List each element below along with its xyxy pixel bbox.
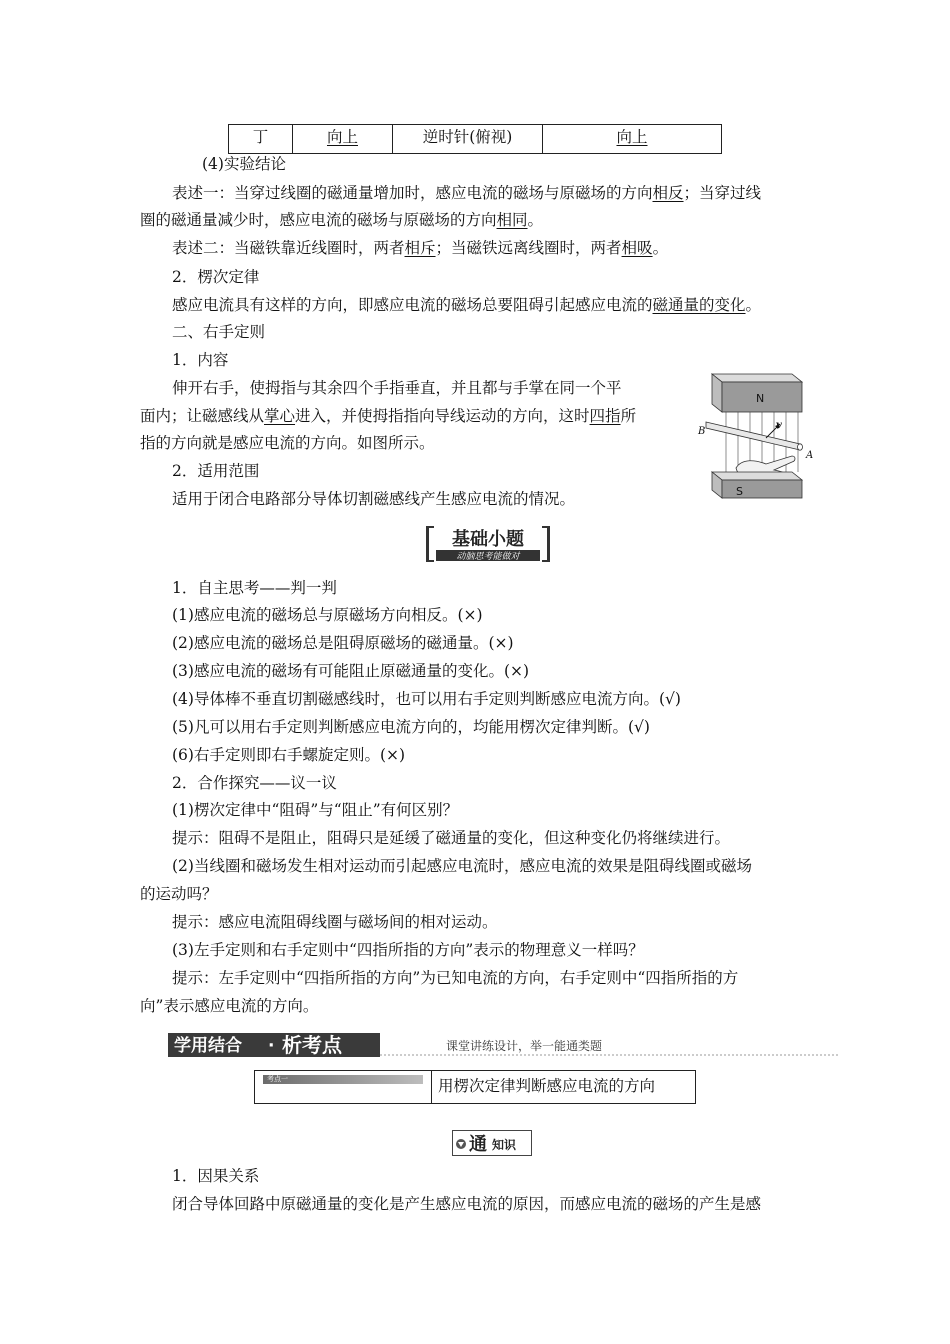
discuss-hint-3-line2: 向”表示感应电流的方向。 xyxy=(140,997,319,1015)
lenz-heading: 2．楞次定律 xyxy=(172,268,260,286)
scope-text: 适用于闭合电路部分导体切割磁感线产生感应电流的情况。 xyxy=(172,490,576,508)
text-span: 圈的磁通量减少时，感应电流的磁场与原磁场的方向 xyxy=(140,211,497,229)
conclusion-heading: (4)实验结论 xyxy=(202,155,286,173)
discuss-hint-3-line1: 提示：左手定则中“四指所指的方向”为已知电流的方向，右手定则中“四指所指的方 xyxy=(172,969,739,987)
text-span: 面内；让磁感线从 xyxy=(140,407,265,425)
judge-item-3: (3)感应电流的磁场有可能阻止原磁通量的变化。(×) xyxy=(172,662,530,680)
rule-text-line1: 伸开右手，使拇指与其余四个手指垂直，并且都与手掌在同一个平 xyxy=(172,379,622,397)
south-pole-label: S xyxy=(736,485,743,498)
statement-one-line1 xyxy=(172,183,761,203)
discuss-heading: 2．合作探究——议一议 xyxy=(172,774,337,792)
discuss-item-1: (1)楞次定律中“阻碍”与“阻止”有何区别？ xyxy=(172,801,459,819)
topic-box xyxy=(254,1070,696,1104)
discuss-item-3: (3)左手定则和右手定则中“四指所指的方向”表示的物理意义一样吗？ xyxy=(172,941,644,959)
discuss-item-2-line2: 的运动吗？ xyxy=(140,885,218,903)
answer-attract: 相吸 xyxy=(621,239,653,257)
table-cell-group: 丁 xyxy=(229,125,293,153)
judge-item-2: (2)感应电流的磁场总是阻碍原磁场的磁通量。(×) xyxy=(172,634,514,652)
velocity-label: v xyxy=(776,420,782,431)
table-cell-field: 向上 xyxy=(616,128,648,146)
banner-title: 基础小题 xyxy=(452,529,524,550)
discuss-hint-2: 提示：感应电流阻碍线圈与磁场间的相对运动。 xyxy=(172,913,498,931)
point-a-label: A xyxy=(806,450,814,461)
judge-item-5: (5)凡可以用右手定则判断感应电流方向的，均能用楞次定律判断。(√) xyxy=(172,718,650,736)
judge-item-4: (4)导体棒不垂直切割磁感线时，也可以用右手定则判断感应电流方向。(√) xyxy=(172,690,681,708)
discuss-hint-1: 提示：阻碍不是阻止，阻碍只是延缓了磁通量的变化，但这种变化仍将继续进行。 xyxy=(172,829,731,847)
answer-opposite: 相反 xyxy=(652,184,684,202)
text-span: 。 xyxy=(652,239,669,257)
text-span: 进入，并使拇指指向导线运动的方向，这时 xyxy=(295,407,590,425)
statement-one-line2 xyxy=(140,210,543,230)
right-hand-rule-figure xyxy=(696,368,820,504)
answer-same: 相同 xyxy=(496,211,528,229)
point-b-label: B xyxy=(698,426,706,437)
text-span: 感应电流具有这样的方向，即感应电流的磁场总要阻碍引起感应电流的 xyxy=(172,296,653,314)
topic-tag xyxy=(263,1075,423,1084)
text-span: 所 xyxy=(620,407,637,425)
rule-text-line3: 指的方向就是感应电流的方向。如图所示。 xyxy=(140,434,435,452)
text-span: ；当穿过线 xyxy=(683,184,762,202)
lenz-text xyxy=(172,295,761,315)
causal-heading: 1．因果关系 xyxy=(172,1167,260,1185)
answer-flux-change: 磁通量的变化 xyxy=(652,296,746,314)
table-cell-current: 逆时针(俯视) xyxy=(393,125,543,153)
banner-study-dot: · xyxy=(268,1036,275,1056)
self-think-heading: 1．自主思考——判一判 xyxy=(172,579,337,597)
topic-tag-label: 考点一 xyxy=(267,1075,288,1083)
judge-item-1: (1)感应电流的磁场总与原磁场方向相反。(×) xyxy=(172,606,483,624)
banner-subtitle: 动脑思考能做对 xyxy=(456,552,520,562)
banner-study-title-a: 学用结合 xyxy=(174,1036,242,1056)
result-table-row xyxy=(228,124,722,154)
text-span: ；当磁铁远离线圈时，两者 xyxy=(435,239,622,257)
north-pole-label: N xyxy=(756,392,765,405)
general-knowledge-badge xyxy=(452,1130,532,1156)
badge-big-char: 通 xyxy=(469,1134,487,1155)
scope-heading: 2．适用范围 xyxy=(172,462,260,480)
answer-four-fingers: 四指 xyxy=(589,407,621,425)
text-span: 。 xyxy=(527,211,544,229)
statement-two xyxy=(172,238,668,258)
judge-item-6: (6)右手定则即右手螺旋定则。(×) xyxy=(172,746,406,764)
text-span: 表述一：当穿过线圈的磁通量增加时，感应电流的磁场与原磁场的方向 xyxy=(172,184,653,202)
causal-text: 闭合导体回路中原磁通量的变化是产生感应电流的原因，而感应电流的磁场的产生是感 xyxy=(172,1195,762,1213)
basic-questions-banner xyxy=(424,524,552,564)
table-cell-direction: 向上 xyxy=(293,125,393,153)
right-hand-heading: 二、右手定则 xyxy=(172,323,266,341)
rule-text-line2 xyxy=(140,406,636,426)
topic-title: 用楞次定律判断感应电流的方向 xyxy=(438,1077,656,1095)
content-heading: 1．内容 xyxy=(172,351,229,369)
text-span: 。 xyxy=(745,296,762,314)
discuss-item-2-line1: (2)当线圈和磁场发生相对运动而引起感应电流时，感应电流的效果是阻碍线圈或磁场 xyxy=(172,857,752,875)
banner-study-slogan: 课堂讲练设计，举一能通类题 xyxy=(446,1039,603,1053)
topic-tag-cell xyxy=(255,1071,432,1103)
answer-repel: 相斥 xyxy=(404,239,436,257)
text-span: 表述二：当磁铁靠近线圈时，两者 xyxy=(172,239,405,257)
banner-study-title-b: 析考点 xyxy=(282,1033,342,1057)
study-apply-banner xyxy=(168,1032,838,1058)
answer-palm: 掌心 xyxy=(264,407,296,425)
badge-small-text: 知识 xyxy=(492,1138,517,1152)
